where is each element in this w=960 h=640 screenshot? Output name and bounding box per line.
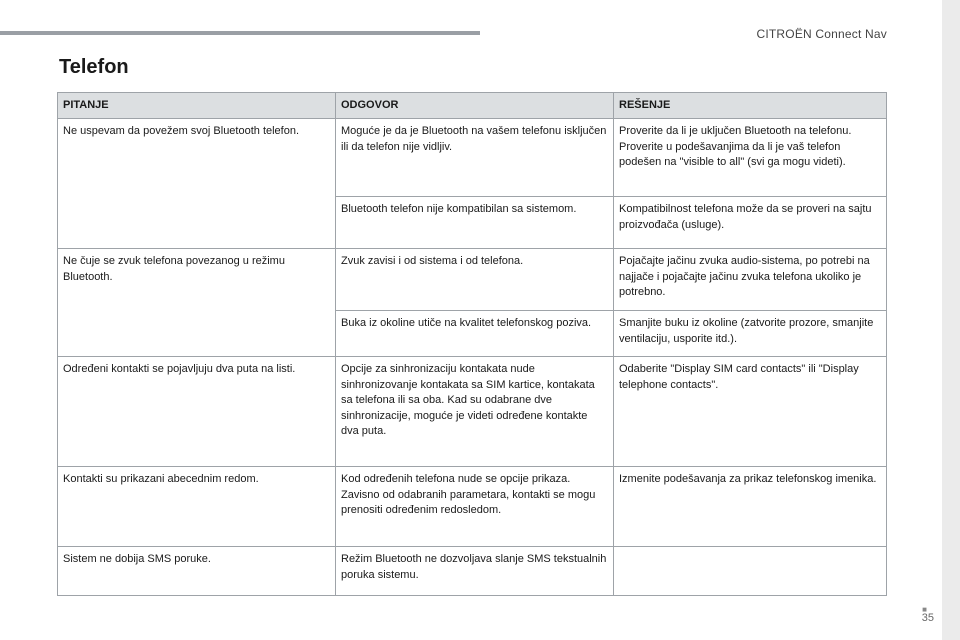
answer-cell xyxy=(336,197,614,249)
question-text: Kontakti su prikazani abecednim redom. xyxy=(63,473,259,485)
question-text: Ne čuje se zvuk telefona povezanog u režimu Bluetooth. xyxy=(63,255,285,283)
table-row xyxy=(58,357,887,467)
solution-cell xyxy=(614,311,887,357)
answer-cell xyxy=(336,547,614,596)
question-cell xyxy=(58,547,336,596)
solution-cell xyxy=(614,119,887,197)
table-row xyxy=(58,119,887,197)
column-header-solution: REŠENJE xyxy=(614,93,887,119)
question-text: Ne uspevam da povežem svoj Bluetooth telefon. xyxy=(63,125,300,137)
solution-text: Kompatibilnost telefona može da se proveri na sajtu proizvođača (usluge). xyxy=(619,203,872,231)
answer-text: Kod određenih telefona nude se opcije prikaza. Zavisno od odabranih parametara, kontakti se mogu prenositi određenim redosledom. xyxy=(341,473,596,516)
question-cell xyxy=(58,119,336,249)
answer-cell xyxy=(336,119,614,197)
answer-text: Opcije za sinhronizaciju kontakata nude sinhronizovanje kontakata sa SIM kartice, kontakata sa telefona ili sa oba. Kad su odabrane dve sinhronizacije, moguće je videti određene kontakte dva puta. xyxy=(341,363,595,437)
solution-text: Smanjite buku iz okoline (zatvorite prozore, smanjite ventilaciju, usporite itd.). xyxy=(619,317,874,345)
troubleshooting-table xyxy=(57,92,887,596)
header-rule xyxy=(0,31,480,35)
column-header-answer: ODGOVOR xyxy=(336,93,614,119)
solution-text: Odaberite "Display SIM card contacts" ili "Display telephone contacts". xyxy=(619,363,859,391)
question-cell xyxy=(58,249,336,357)
solution-text: Proverite da li je uključen Bluetooth na telefonu. Proverite u podešavanjima da li je vaš telefon podešen na "visible to all" (svi ga mogu videti). xyxy=(619,125,852,168)
solution-cell xyxy=(614,197,887,249)
table-row xyxy=(58,547,887,596)
brand-label: CITROËN Connect Nav xyxy=(756,27,887,41)
solution-cell xyxy=(614,467,887,547)
answer-text: Buka iz okoline utiče na kvalitet telefonskog poziva. xyxy=(341,317,592,329)
answer-cell xyxy=(336,357,614,467)
answer-text: Moguće je da je Bluetooth na vašem telefonu isključen ili da telefon nije vidljiv. xyxy=(341,125,607,153)
answer-text: Zvuk zavisi i od sistema i od telefona. xyxy=(341,255,524,267)
solution-cell xyxy=(614,357,887,467)
table-row xyxy=(58,467,887,547)
answer-cell xyxy=(336,311,614,357)
column-header-question: PITANJE xyxy=(58,93,336,119)
answer-text: Bluetooth telefon nije kompatibilan sa sistemom. xyxy=(341,203,577,215)
solution-cell xyxy=(614,249,887,311)
question-cell xyxy=(58,357,336,467)
answer-cell xyxy=(336,467,614,547)
answer-cell xyxy=(336,249,614,311)
page-number: 35 xyxy=(921,612,934,624)
solution-text: Pojačajte jačinu zvuka audio-sistema, po potrebi na najjače i pojačajte jačinu zvuka telefona ukoliko je potrebno. xyxy=(619,255,870,298)
question-text: Sistem ne dobija SMS poruke. xyxy=(63,553,211,565)
table-row xyxy=(58,249,887,311)
table-header-row xyxy=(58,93,887,119)
page-marker: ■ xyxy=(922,605,927,614)
page-title: Telefon xyxy=(59,56,129,78)
side-strip xyxy=(942,0,960,640)
solution-text: Izmenite podešavanja za prikaz telefonskog imenika. xyxy=(619,473,877,485)
question-cell xyxy=(58,467,336,547)
answer-text: Režim Bluetooth ne dozvoljava slanje SMS tekstualnih poruka sistemu. xyxy=(341,553,607,581)
solution-cell xyxy=(614,547,887,596)
question-text: Određeni kontakti se pojavljuju dva puta na listi. xyxy=(63,363,296,375)
